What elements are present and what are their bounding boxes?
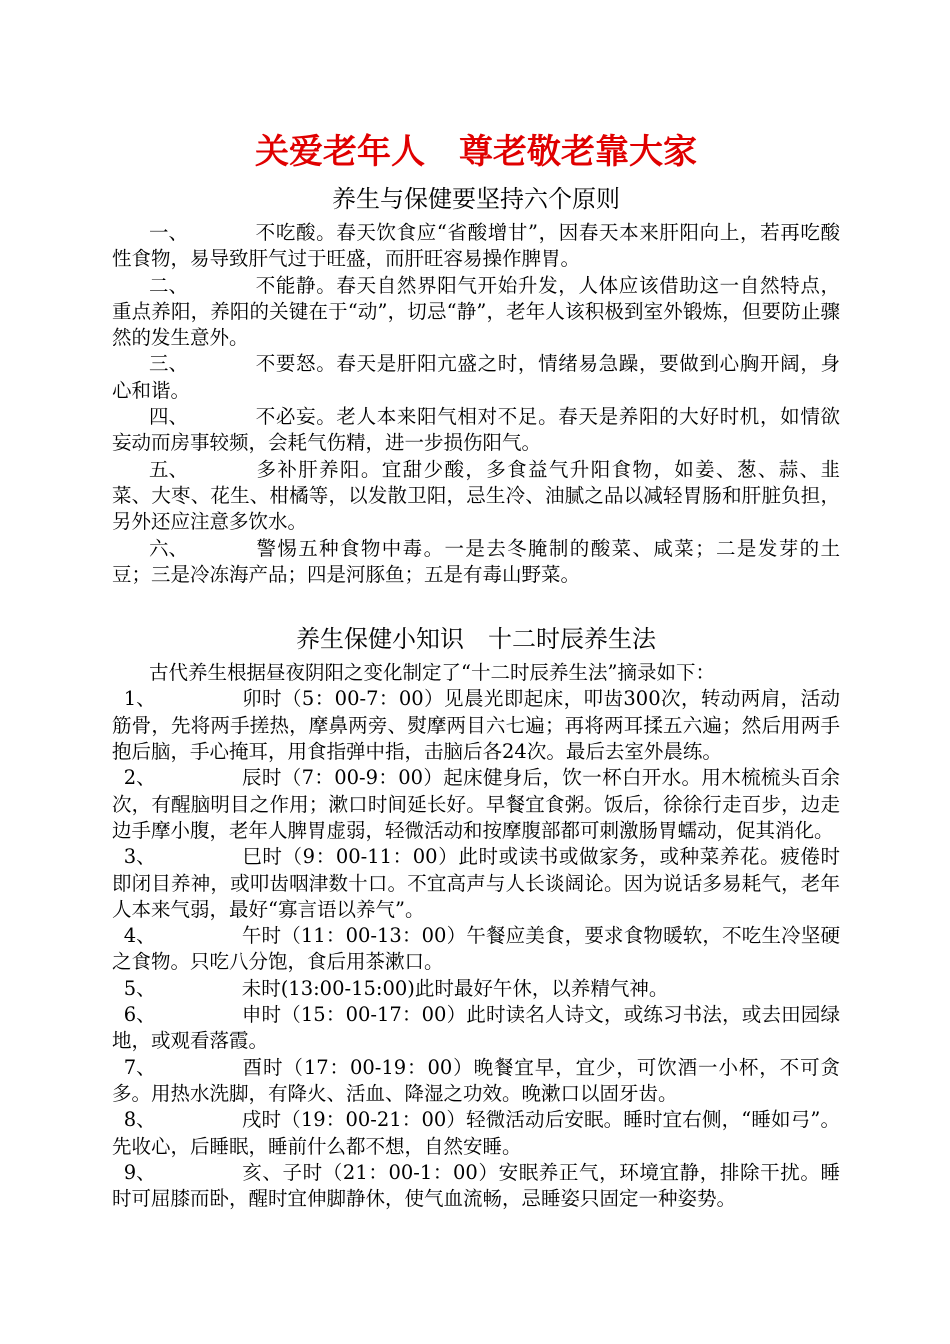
item-number: 六、 [149,536,189,560]
item-text: 多补肝养阳。宜甜少酸，多食益气升阳食物，如姜、葱、蒜、韭菜、大枣、花生、柑橘等，以发散卫阳，忌生冷、油腻之品以减轻胃肠和肝脏负担，另外还应注意多饮水。 [112,457,840,534]
item-number: 6、 [123,1003,156,1027]
twelve-hours-list [112,686,840,1212]
item-text: 卯时（5：00-7：00）见晨光即起床，叩齿300次，转动两肩，活动筋骨，先将两手搓热，摩鼻两旁、熨摩两目六七遍；再将两耳揉五六遍；然后用两手抱后脑，手心掩耳，用食指弹中指，击脑后各24次。最后去室外晨练。 [112,687,840,764]
item-number: 1、 [123,687,156,711]
item-text: 不必妄。老人本来阳气相对不足。春天是养阳的大好时机，如情欲妄动而房事较频，会耗气伤精，进一步损伤阳气。 [112,405,840,455]
item-number: 7、 [123,1055,156,1079]
item-number: 一、 [149,221,189,244]
item-number: 二、 [149,273,189,297]
item-number: 4、 [123,924,156,948]
section-heading-principles: 养生与保健要坚持六个原则 [332,185,620,213]
item-text: 亥、子时（21：00-1：00）安眠养正气，环境宜静，排除干扰。睡时可屈膝而卧，醒时宜伸脚静休，使气血流畅，忌睡姿只固定一种姿势。 [112,1160,840,1211]
item-text: 戌时（19：00-21：00）轻微活动后安眠。睡时宜右侧，“睡如弓”。先收心，后睡眠，睡前什么都不想，自然安睡。 [112,1108,840,1158]
item-number: 9、 [123,1160,156,1184]
item-text: 未时(13:00-15:00)此时最好午休，以养精气神。 [241,976,669,1000]
list-item [112,1002,840,1055]
list-item [112,220,840,273]
list-item [112,457,840,536]
item-text: 酉时（17：00-19：00）晚餐宜早，宜少，可饮酒一小杯，不可贪多。用热水洗脚，有降火、活血、降湿之功效。晚漱口以固牙齿。 [112,1055,840,1105]
principles-list [112,220,840,588]
list-item [112,765,840,844]
list-item [112,273,840,352]
item-number: 五、 [149,457,189,481]
list-item [112,404,840,457]
item-number: 三、 [149,352,189,376]
list-item [112,1160,840,1213]
item-text: 不要怒。春天是肝阳亢盛之时，情绪易急躁，要做到心胸开阔，身心和谐。 [112,352,840,402]
list-item [112,976,840,1002]
item-number: 5、 [123,976,156,1000]
list-item [112,923,840,976]
list-item [112,686,840,765]
item-number: 2、 [123,766,156,790]
list-item [112,351,840,404]
list-item [112,1107,840,1160]
item-text: 警惕五种食物中毒。一是去冬腌制的酸菜、咸菜；二是发芽的土豆；三是冷冻海产品；四是河豚鱼；五是有毒山野菜。 [112,536,840,586]
list-item [112,536,840,589]
section-heading-twelve-hours: 养生保健小知识 十二时辰养生法 [296,625,656,654]
item-number: 8、 [123,1108,156,1132]
list-item [112,844,840,923]
item-text: 辰时（7：00-9：00）起床健身后，饮一杯白开水。用木梳梳头百余次，有醒脑明目之作用；漱口时间延长好。早餐宜食粥。饭后，徐徐行走百步，边走边手摩小腹，老年人脾胃虚弱，轻微活动和按摩腹部都可刺激肠胃蠕动，促其消化。 [112,766,840,842]
section-intro: 古代养生根据昼夜阴阳之变化制定了“十二时辰养生法”摘录如下： [149,661,715,685]
item-text: 申时（15：00-17：00）此时读名人诗文，或练习书法，或去田园绿地，或观看落霞。 [112,1003,840,1053]
item-text: 巳时（9：00-11：00）此时或读书或做家务，或种菜养花。疲倦时即闭目养神，或叩齿咽津数十口。不宜高声与人长谈阔论。因为说话多易耗气，老年人本来气弱，最好“寡言语以养气”。 [112,845,840,921]
item-text: 不能静。春天自然界阳气开始升发，人体应该借助这一自然特点，重点养阳，养阳的关键在于“动”，切忌“静”，老年人该积极到室外锻炼，但要防止骤然的发生意外。 [112,273,840,350]
item-text: 午时（11：00-13：00）午餐应美食，要求食物暖软，不吃生冷坚硬之食物。只吃八分饱，食后用茶漱口。 [112,924,840,974]
list-item [112,1055,840,1108]
item-number: 四、 [149,405,189,429]
page-title: 关爱老年人 尊老敬老靠大家 [255,132,697,172]
item-text: 不吃酸。春天饮食应“省酸增甘”，因春天本来肝阳向上，若再吃酸性食物，易导致肝气过于旺盛，而肝旺容易操作脾胃。 [112,221,840,271]
document-page [112,128,840,1212]
item-number: 3、 [123,845,156,869]
